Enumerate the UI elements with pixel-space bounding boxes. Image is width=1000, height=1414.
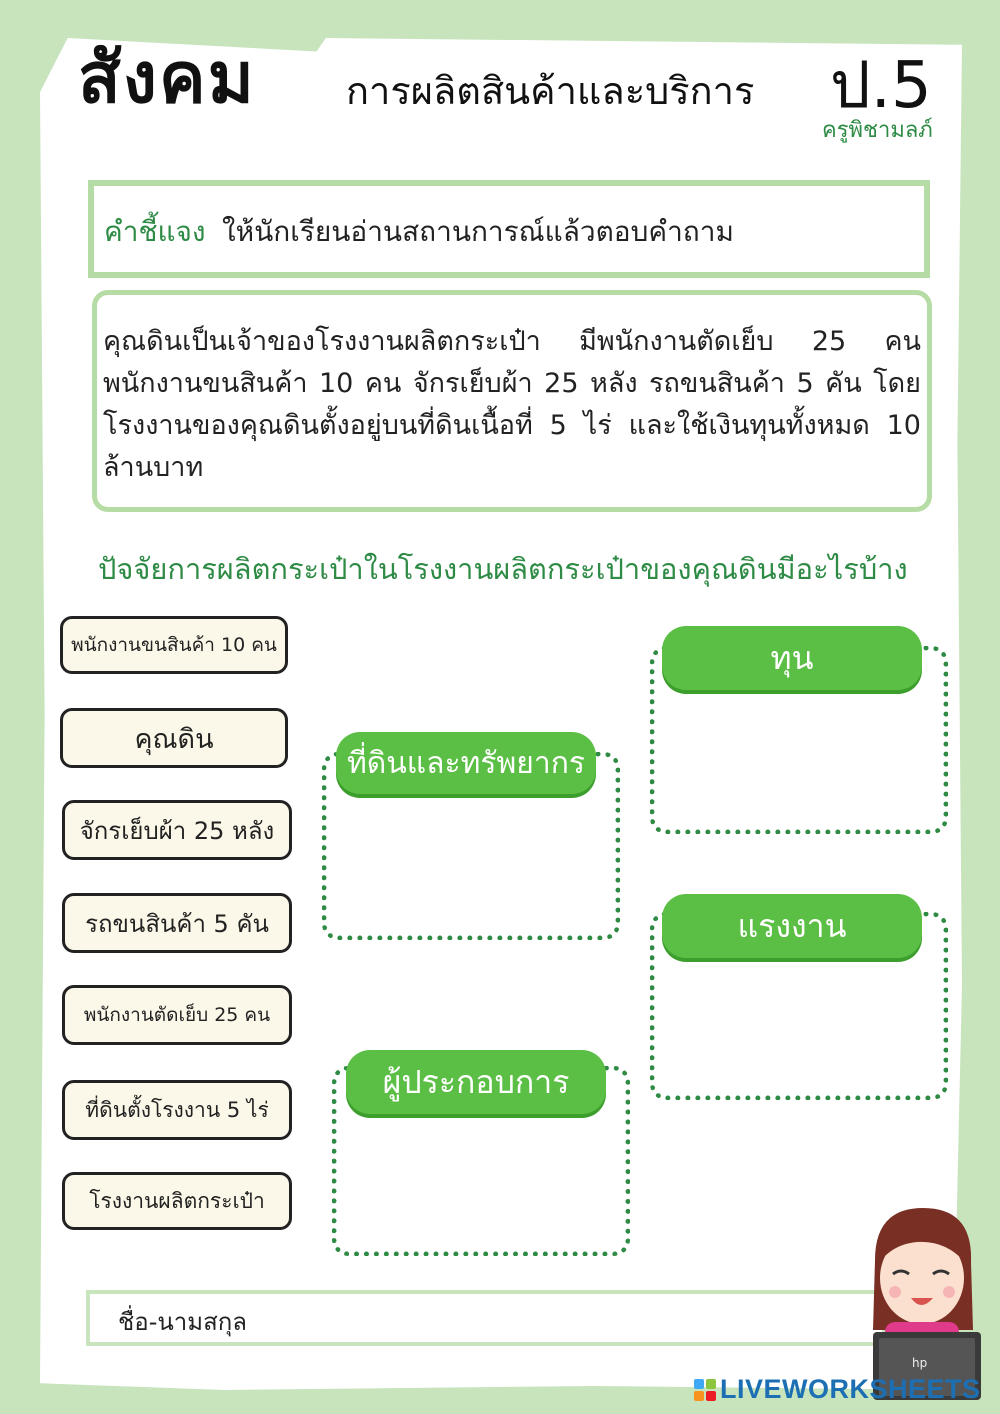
brand-name: LIVEWORKSHEETS bbox=[720, 1374, 981, 1404]
option-card[interactable]: คุณดิน bbox=[60, 708, 288, 768]
scenario-text: คุณดินเป็นเจ้าของโรงงานผลิตกระเป๋า มีพนักงานตัดเย็บ 25 คน พนักงานขนสินค้า 10 คน จักรเย็บผ้า 25 หลัง รถขนสินค้า 5 คัน โดยโรงงานของคุณดินตั้งอยู่บนที่ดินเนื้อที่ 5 ไร่ และใช้เงินทุนทั้งหมด 10 ล้านบาท bbox=[103, 326, 921, 483]
laptop-brand-label: hp bbox=[912, 1356, 928, 1370]
option-card[interactable]: โรงงานผลิตกระเป๋า bbox=[62, 1172, 292, 1230]
land-category-label: ที่ดินและทรัพยากร bbox=[336, 732, 596, 794]
topic-title: การผลิตสินค้าและบริการ bbox=[346, 69, 755, 113]
entrepreneur-category-label: ผู้ประกอบการ bbox=[346, 1050, 606, 1114]
grade-label: ป.5 bbox=[830, 49, 932, 123]
question-text: ปัจจัยการผลิตกระเป๋าในโรงงานผลิตกระเป๋าของคุณดินมีอะไรบ้าง bbox=[98, 552, 908, 586]
option-card[interactable]: รถขนสินค้า 5 คัน bbox=[62, 893, 292, 953]
option-card[interactable]: พนักงานตัดเย็บ 25 คน bbox=[62, 985, 292, 1045]
teacher-name: ครูพิชามลภ์ bbox=[822, 118, 933, 143]
option-card[interactable]: ที่ดินตั้งโรงงาน 5 ไร่ bbox=[62, 1080, 292, 1140]
option-card[interactable]: จักรเย็บผ้า 25 หลัง bbox=[62, 800, 292, 860]
name-label: ชื่อ-นามสกุล bbox=[118, 1308, 247, 1336]
subject-title: สังคม bbox=[78, 37, 256, 119]
scenario-box bbox=[92, 290, 932, 512]
option-card[interactable]: พนักงานขนสินค้า 10 คน bbox=[60, 616, 288, 674]
instruction-label: คำชี้แจง bbox=[104, 215, 206, 248]
liveworksheets-brand bbox=[694, 1374, 981, 1405]
labor-category-label: แรงงาน bbox=[662, 894, 922, 958]
capital-category-label: ทุน bbox=[662, 626, 922, 690]
teacher-avatar-icon bbox=[855, 1200, 985, 1400]
liveworksheets-logo-icon bbox=[694, 1379, 716, 1401]
instruction-text: ให้นักเรียนอ่านสถานการณ์แล้วตอบคำถาม bbox=[222, 215, 734, 248]
